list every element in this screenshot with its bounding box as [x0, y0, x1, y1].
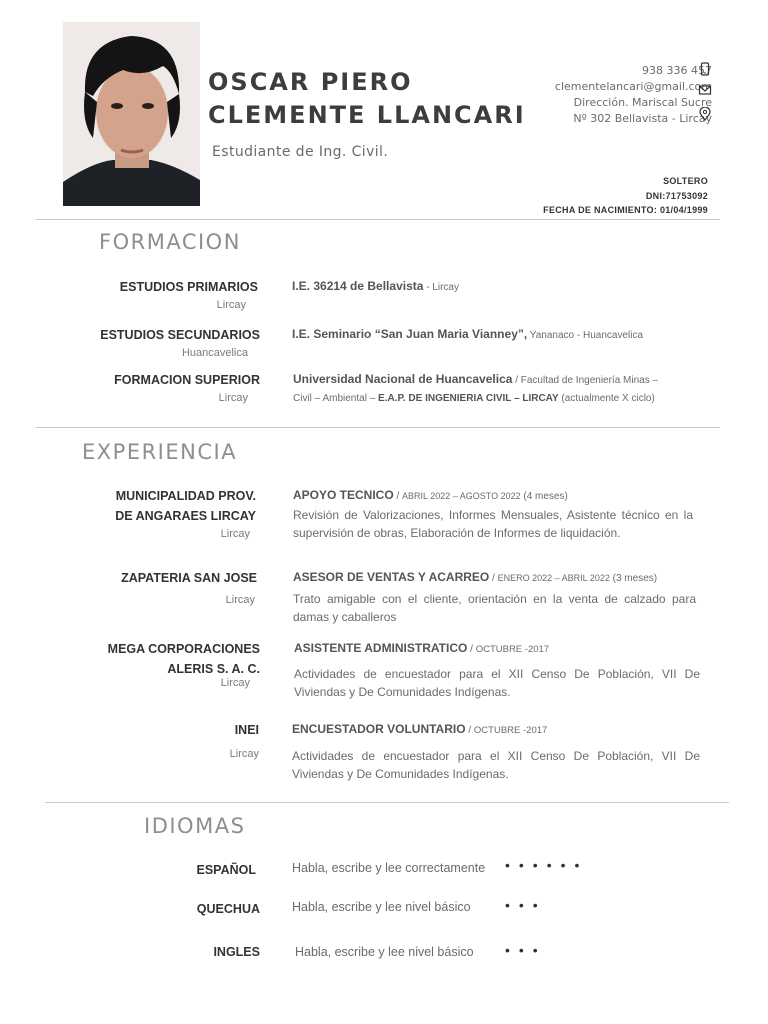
idioma-item-espanol: [197, 860, 257, 880]
language-level-espanol: ••••••: [505, 857, 589, 873]
institution-name: I.E. Seminario “San Juan Maria Vianney”,: [292, 327, 528, 341]
job-role: ASESOR DE VENTAS Y ACARREO: [293, 570, 490, 584]
language-desc-espanol: Habla, escribe y lee correctamente: [292, 861, 486, 875]
employer-name-2: ALERIS S. A. C.: [167, 662, 260, 676]
formacion-detail-superior: [293, 370, 713, 408]
location-pin-icon: [698, 107, 712, 121]
job-description: Trato amigable con el cliente, orientación en la venta de calzado para damas y caballeros: [293, 592, 696, 624]
contact-phone: 938 336 457: [642, 64, 712, 77]
job-role: ASISTENTE ADMINISTRATICO: [294, 641, 468, 655]
job-role: ENCUESTADOR VOLUNTARIO: [292, 722, 466, 736]
divider: [36, 427, 720, 428]
language-name: ESPAÑOL: [196, 863, 256, 877]
employer-location: Lircay: [220, 528, 250, 540]
formacion-item-secundaria: [100, 325, 260, 361]
experiencia-item-inei: [230, 720, 259, 762]
formacion-label: FORMACION SUPERIOR: [114, 373, 260, 387]
formacion-item-superior: [114, 370, 260, 406]
name-line-2: CLEMENTE LLANCARI: [208, 101, 526, 129]
contact-email: clementelancari@gmail.com: [554, 80, 712, 93]
institution-name: I.E. 36214 de Bellavista: [292, 279, 424, 293]
job-description: Actividades de encuestador para el XII Censo De Población, VII De Viviendas y De Comunidades Indígenas.: [294, 667, 700, 699]
job-period: OCTUBRE -2017: [473, 725, 548, 736]
section-title-experiencia: EXPERIENCIA: [82, 440, 238, 464]
formacion-location: Huancavelica: [181, 347, 248, 359]
institution-detail: / Facultad de Ingeniería Minas –: [512, 375, 659, 386]
personal-info: [543, 174, 708, 218]
formacion-location: Lircay: [216, 299, 246, 311]
institution-detail: Yananaco - Huancavelica: [527, 330, 644, 341]
formacion-detail-primaria: [292, 277, 459, 297]
divider: [36, 219, 720, 220]
contact-block: [452, 63, 712, 127]
experiencia-detail-mega: [294, 639, 700, 701]
employer-name: MEGA CORPORACIONES: [107, 642, 260, 656]
employer-name: INEI: [234, 723, 259, 737]
language-desc-quechua: Habla, escribe y lee nivel básico: [292, 900, 471, 914]
formacion-item-primaria: [120, 277, 258, 313]
phone-icon: [698, 62, 712, 76]
employer-name-2: DE ANGARAES LIRCAY: [115, 509, 256, 523]
institution-detail-2: Civil – Ambiental –: [293, 393, 379, 404]
idioma-item-quechua: [197, 899, 260, 919]
civil-status: SOLTERO: [663, 176, 708, 186]
employer-name: ZAPATERIA SAN JOSE: [121, 571, 257, 585]
name-line-1: OSCAR PIERO: [208, 68, 413, 96]
formacion-label: ESTUDIOS SECUNDARIOS: [100, 328, 260, 342]
employer-name: MUNICIPALIDAD PROV.: [115, 489, 256, 503]
language-name: QUECHUA: [196, 902, 260, 916]
experiencia-detail-municipalidad: [293, 486, 693, 542]
job-role: APOYO TECNICO: [293, 488, 394, 502]
language-level-quechua: •••: [505, 897, 547, 913]
language-desc-ingles: Habla, escribe y lee nivel básico: [295, 945, 474, 959]
job-period: ENERO 2022 – ABRIL 2022: [497, 573, 610, 583]
job-period: OCTUBRE -2017: [475, 644, 550, 655]
formacion-label: ESTUDIOS PRIMARIOS: [119, 280, 258, 294]
employer-location: Lircay: [229, 748, 259, 760]
idioma-item-ingles: [213, 942, 260, 962]
language-level-ingles: •••: [505, 942, 547, 958]
contact-address-2: Nº 302 Bellavista - Lircay: [573, 112, 712, 125]
divider: [45, 802, 729, 803]
section-title-idiomas: IDIOMAS: [144, 814, 246, 838]
mail-icon: [698, 83, 712, 97]
job-sep: /: [393, 491, 403, 502]
experiencia-item-zapateria: [121, 568, 257, 608]
candidate-subtitle: Estudiante de Ing. Civil.: [212, 144, 389, 160]
experiencia-detail-inei: [292, 720, 700, 783]
job-description: Revisión de Valorizaciones, Informes Mensuales, Asistente técnico en la supervisión de obras, Elaboración de Informes de liquidación.: [293, 508, 693, 540]
job-sep: /: [489, 573, 498, 584]
contact-address-1: Dirección. Mariscal Sucre: [573, 96, 712, 109]
profile-photo: [63, 22, 200, 206]
formacion-detail-secundaria: [292, 325, 643, 345]
job-description: Actividades de encuestador para el XII Censo De Población, VII De Viviendas y De Comunidades Indígenas.: [292, 749, 700, 781]
dni: DNI:71753092: [645, 190, 708, 201]
job-duration: (4 meses): [520, 491, 568, 502]
institution-detail-3: (actualmente X ciclo): [558, 393, 655, 404]
job-duration: (3 meses): [609, 573, 658, 584]
career-name: E.A.P. DE INGENIERIA CIVIL – LIRCAY: [378, 393, 559, 404]
job-sep: /: [467, 644, 476, 655]
job-period: ABRIL 2022 – AGOSTO 2022: [402, 491, 521, 501]
experiencia-item-mega: [108, 639, 260, 691]
section-title-formacion: FORMACION: [99, 230, 241, 254]
language-name: INGLES: [213, 945, 260, 959]
institution-detail: - Lircay: [423, 282, 459, 293]
job-sep: /: [465, 725, 474, 736]
experiencia-detail-zapateria: [293, 568, 696, 626]
formacion-location: Lircay: [218, 392, 248, 404]
birth-date: FECHA DE NACIMIENTO: 01/04/1999: [543, 205, 708, 215]
experiencia-item-municipalidad: [115, 486, 256, 542]
employer-location: Lircay: [225, 594, 255, 606]
institution-name: Universidad Nacional de Huancavelica: [293, 372, 513, 386]
employer-location: Lircay: [220, 677, 250, 689]
